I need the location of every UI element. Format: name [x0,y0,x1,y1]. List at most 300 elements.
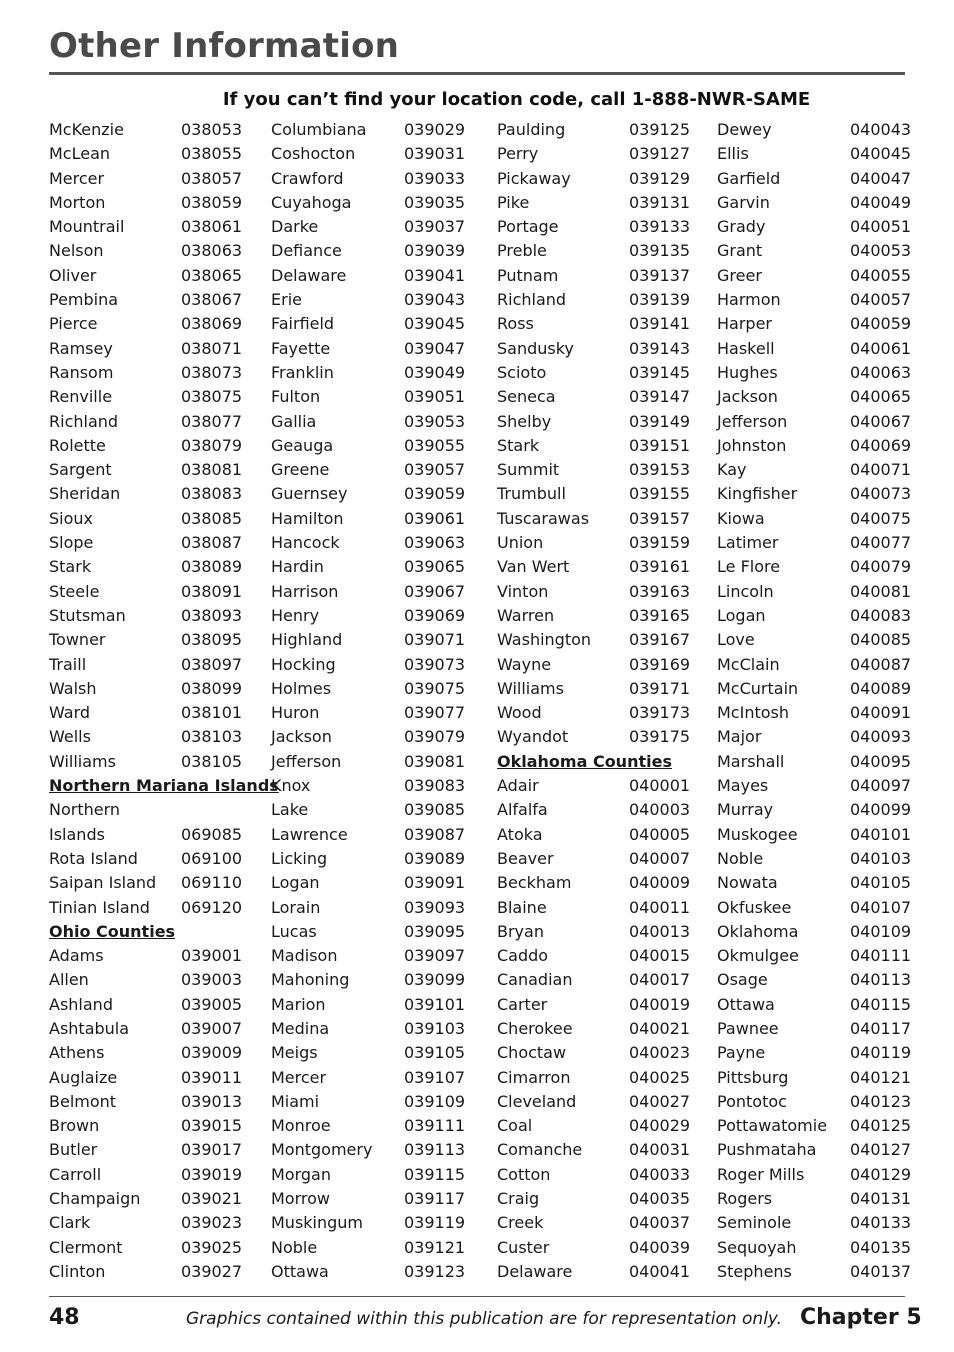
location-code: 038077 [181,411,243,431]
location-code: 040021 [629,1018,691,1038]
location-name: Montgomery [271,1140,373,1160]
location-row [497,361,697,385]
location-code: 040011 [629,897,691,917]
location-code: 039131 [629,192,691,212]
location-name: Rolette [49,435,106,455]
location-row [497,1090,697,1114]
location-code: 040127 [850,1140,912,1160]
location-name: Coal [497,1116,533,1136]
location-name: Clermont [49,1237,123,1257]
location-name: Stark [49,557,92,577]
location-name: Hocking [271,654,336,674]
location-code: 039071 [404,630,466,650]
location-row [717,142,912,166]
location-name: Muskogee [717,824,798,844]
location-name: Le Flore [717,557,781,577]
location-code: 040003 [629,800,691,820]
location-code: 040057 [850,290,912,310]
location-name: Rota Island [49,848,138,868]
location-name: Stutsman [49,605,126,625]
location-code: 039161 [629,557,691,577]
code-column-3 [497,118,697,1284]
location-row [717,798,912,822]
location-name: Jackson [271,727,332,747]
location-code: 069100 [181,848,243,868]
location-row [717,920,912,944]
location-code: 040109 [850,921,912,941]
location-name: Shelby [497,411,552,431]
location-name: Portage [497,217,559,237]
disclaimer: Graphics contained within this publication are for representation only. [186,1309,783,1329]
location-name: Seminole [717,1213,792,1233]
location-row [497,944,697,968]
location-code: 038073 [181,362,243,382]
location-name: Major [717,727,762,747]
location-row [717,482,912,506]
location-code: 039083 [404,776,466,796]
location-row [717,871,912,895]
location-code: 039021 [181,1189,243,1209]
location-row [717,944,912,968]
location-row [271,385,471,409]
location-row [497,555,697,579]
location-name: Bryan [497,921,544,941]
location-name: Pittsburg [717,1067,789,1087]
location-row [271,1114,471,1138]
location-name: Craig [497,1189,540,1209]
location-name: Licking [271,848,328,868]
location-name: Williams [497,678,564,698]
location-row [497,1017,697,1041]
location-code: 040009 [629,873,691,893]
location-row [271,896,471,920]
location-row [717,239,912,263]
location-name: Morrow [271,1189,330,1209]
location-name: Lawrence [271,824,348,844]
location-row [271,1236,471,1260]
location-row [271,1187,471,1211]
location-row [497,264,697,288]
location-row [271,580,471,604]
location-code: 039029 [404,120,466,139]
location-code: 040019 [629,994,691,1014]
location-name: Fairfield [271,314,335,334]
location-row [717,1090,912,1114]
location-row [271,507,471,531]
location-code: 039059 [404,484,466,504]
location-code: 039025 [181,1237,243,1257]
location-row [271,312,471,336]
location-code: 040133 [850,1213,912,1233]
location-row [717,288,912,312]
location-code: 038081 [181,460,243,480]
location-code: 039033 [404,168,466,188]
location-row [49,580,249,604]
location-name: Logan [717,605,766,625]
location-name: Erie [271,290,302,310]
location-row [717,361,912,385]
location-name: Kiowa [717,508,765,528]
location-code: 039159 [629,533,691,553]
location-name: Pike [497,192,530,212]
location-name: McClain [717,654,780,674]
location-code: 040051 [850,217,912,237]
location-code: 039155 [629,484,691,504]
location-name: Ramsey [49,338,113,358]
location-row [49,458,249,482]
location-name: Sandusky [497,338,574,358]
location-name: Payne [717,1043,766,1063]
location-name: Jackson [717,387,778,407]
location-row [49,312,249,336]
location-name: Sheridan [49,484,121,504]
location-name: Wayne [497,654,552,674]
location-code: 040069 [850,435,912,455]
location-name: Comanche [497,1140,583,1160]
location-code: 039095 [404,921,466,941]
location-row [717,507,912,531]
location-code: 038057 [181,168,243,188]
section-title: Northern Mariana Islands [49,776,279,796]
location-name: Okmulgee [717,946,799,966]
location-code: 040075 [850,508,912,528]
location-code: 040117 [850,1018,912,1038]
location-name: Delaware [271,265,347,285]
location-name: Scioto [497,362,547,382]
location-row [497,1211,697,1235]
location-code: 039085 [404,800,466,820]
location-row [271,142,471,166]
location-row [49,1041,249,1065]
location-name: Jefferson [271,751,342,771]
location-row [49,167,249,191]
location-name: Franklin [271,362,334,382]
page-title: Other Information [49,26,400,66]
location-row [49,1017,249,1041]
location-name: Walsh [49,678,97,698]
location-name: Adair [497,776,539,796]
location-row [497,118,697,142]
location-row [497,628,697,652]
location-code: 039145 [629,362,691,382]
location-code: 040065 [850,387,912,407]
location-code: 069085 [181,824,243,844]
location-name: Knox [271,776,311,796]
location-row [49,434,249,458]
location-name: Okfuskee [717,897,792,917]
location-name: Richland [497,290,567,310]
location-code: 069120 [181,897,243,917]
location-name: Mahoning [271,970,350,990]
location-code: 039081 [404,751,466,771]
location-name: Noble [717,848,764,868]
location-name: Harper [717,314,772,334]
location-row [497,604,697,628]
location-row [49,531,249,555]
location-row [717,167,912,191]
location-code: 039153 [629,460,691,480]
location-row [717,823,912,847]
location-code: 040071 [850,460,912,480]
section-title: Oklahoma Counties [497,751,672,771]
location-row [49,968,249,992]
location-code: 040115 [850,994,912,1014]
location-name: Atoka [497,824,543,844]
location-code: 040045 [850,144,912,164]
location-name: Alfalfa [497,800,548,820]
location-name: Noble [271,1237,318,1257]
location-row [49,701,249,725]
location-code: 040043 [850,120,912,139]
location-row [717,1187,912,1211]
location-code: 040055 [850,265,912,285]
location-row [497,482,697,506]
location-row [271,191,471,215]
location-row [49,1236,249,1260]
location-code: 040085 [850,630,912,650]
location-name: Mercer [271,1067,327,1087]
location-name: Oklahoma [717,921,799,941]
location-row [497,434,697,458]
location-row [271,482,471,506]
location-row [271,701,471,725]
location-code: 039111 [404,1116,466,1136]
location-name: Harrison [271,581,339,601]
location-name: Perry [497,144,539,164]
page-number: 48 [49,1305,80,1330]
location-name: Auglaize [49,1067,118,1087]
location-code: 039017 [181,1140,243,1160]
location-row [717,968,912,992]
location-name: Choctaw [497,1043,567,1063]
location-name: Williams [49,751,116,771]
location-name: Mercer [49,168,105,188]
location-code: 038059 [181,192,243,212]
location-row [717,1041,912,1065]
location-code: 039001 [181,946,243,966]
location-name: Cuyahoga [271,192,352,212]
location-row [717,264,912,288]
location-row [497,871,697,895]
location-row [497,580,697,604]
location-code: 038099 [181,678,243,698]
location-row [271,118,471,142]
location-code: 039167 [629,630,691,650]
location-code: 039087 [404,824,466,844]
location-name: Pierce [49,314,98,334]
location-name: Henry [271,605,320,625]
location-code: 038095 [181,630,243,650]
location-name: Clark [49,1213,91,1233]
location-code: 039055 [404,435,466,455]
location-row [49,798,249,822]
location-name: Preble [497,241,547,261]
location-name: Grady [717,217,766,237]
location-row [49,1066,249,1090]
location-name: Ottawa [717,994,775,1014]
location-name: Beckham [497,873,572,893]
location-name: Dewey [717,120,772,139]
location-code: 040107 [850,897,912,917]
location-name: Grant [717,241,763,261]
section-header [49,920,249,944]
location-name: Haskell [717,338,775,358]
location-code: 039129 [629,168,691,188]
location-code: 039079 [404,727,466,747]
location-row [271,823,471,847]
location-row [717,1138,912,1162]
location-row [271,1163,471,1187]
location-name: Osage [717,970,768,990]
location-row [49,337,249,361]
location-name: Marshall [717,751,785,771]
location-row [49,993,249,1017]
location-code: 039023 [181,1213,243,1233]
location-row [497,1066,697,1090]
location-code: 038063 [181,241,243,261]
location-code: 040005 [629,824,691,844]
location-code: 040131 [850,1189,912,1209]
location-code: 040049 [850,192,912,212]
location-name: Pushmataha [717,1140,817,1160]
location-row [497,142,697,166]
location-name: Pontotoc [717,1091,787,1111]
location-name: Mayes [717,776,769,796]
location-name: Athens [49,1043,105,1063]
location-row [497,993,697,1017]
location-code: 039143 [629,338,691,358]
location-row [271,288,471,312]
location-row [271,774,471,798]
location-row [717,847,912,871]
location-row [717,725,912,749]
location-row [49,1163,249,1187]
location-code: 040013 [629,921,691,941]
location-row [49,871,249,895]
location-code: 038053 [181,120,243,139]
location-row [49,215,249,239]
location-row [497,312,697,336]
location-row [717,531,912,555]
location-name: Greene [271,460,330,480]
location-code: 039089 [404,848,466,868]
location-row [497,701,697,725]
location-name: Putnam [497,265,559,285]
location-code: 040101 [850,824,912,844]
location-code: 040137 [850,1261,912,1281]
location-name: Pottawatomie [717,1116,828,1136]
location-code: 040061 [850,338,912,358]
location-row [49,1187,249,1211]
location-name: Johnston [717,435,787,455]
location-code: 039133 [629,217,691,237]
location-code: 039127 [629,144,691,164]
location-name: Stark [497,435,540,455]
location-code: 039157 [629,508,691,528]
location-row [49,628,249,652]
location-code: 038089 [181,557,243,577]
code-column-4 [717,118,912,1284]
location-name: McIntosh [717,703,789,723]
location-code: 039053 [404,411,466,431]
location-code: 039047 [404,338,466,358]
location-code: 038061 [181,217,243,237]
location-code: 040081 [850,581,912,601]
location-name: Monroe [271,1116,331,1136]
location-code: 039013 [181,1091,243,1111]
location-row [717,434,912,458]
location-code: 039169 [629,654,691,674]
location-code: 040037 [629,1213,691,1233]
location-code: 040123 [850,1091,912,1111]
location-code: 040097 [850,776,912,796]
location-name: McLean [49,144,111,164]
location-code: 038093 [181,605,243,625]
location-row [497,288,697,312]
location-row [271,920,471,944]
location-code: 039051 [404,387,466,407]
location-code: 039057 [404,460,466,480]
location-code: 040029 [629,1116,691,1136]
location-row [49,750,249,774]
location-code: 039141 [629,314,691,334]
location-name: Adams [49,946,104,966]
location-row [717,191,912,215]
location-row [49,239,249,263]
location-row [271,458,471,482]
location-row [271,1017,471,1041]
location-name: Crawford [271,168,344,188]
location-name: Hughes [717,362,778,382]
location-code: 039019 [181,1164,243,1184]
location-row [497,458,697,482]
location-code: 040041 [629,1261,691,1281]
location-code: 038085 [181,508,243,528]
location-name: Nelson [49,241,104,261]
location-row [271,555,471,579]
location-name: Hamilton [271,508,344,528]
location-code: 039037 [404,217,466,237]
location-code: 040015 [629,946,691,966]
location-code: 039015 [181,1116,243,1136]
location-name: Belmont [49,1091,117,1111]
location-row [717,653,912,677]
location-row [717,555,912,579]
location-row [49,896,249,920]
location-name: Pawnee [717,1018,779,1038]
location-name: Clinton [49,1261,106,1281]
location-row [271,968,471,992]
location-code: 039105 [404,1043,466,1063]
location-row [49,118,249,142]
location-code: 040111 [850,946,912,966]
location-code: 039107 [404,1067,466,1087]
location-code: 039065 [404,557,466,577]
location-code: 039109 [404,1091,466,1111]
location-row [717,701,912,725]
location-row [49,823,249,847]
location-row [497,1138,697,1162]
location-name: Blaine [497,897,547,917]
location-code: 040023 [629,1043,691,1063]
location-code: 039135 [629,241,691,261]
location-name: Hancock [271,533,340,553]
location-name: Ransom [49,362,114,382]
location-code: 040073 [850,484,912,504]
location-row [717,1211,912,1235]
location-code: 039117 [404,1189,466,1209]
location-row [271,239,471,263]
